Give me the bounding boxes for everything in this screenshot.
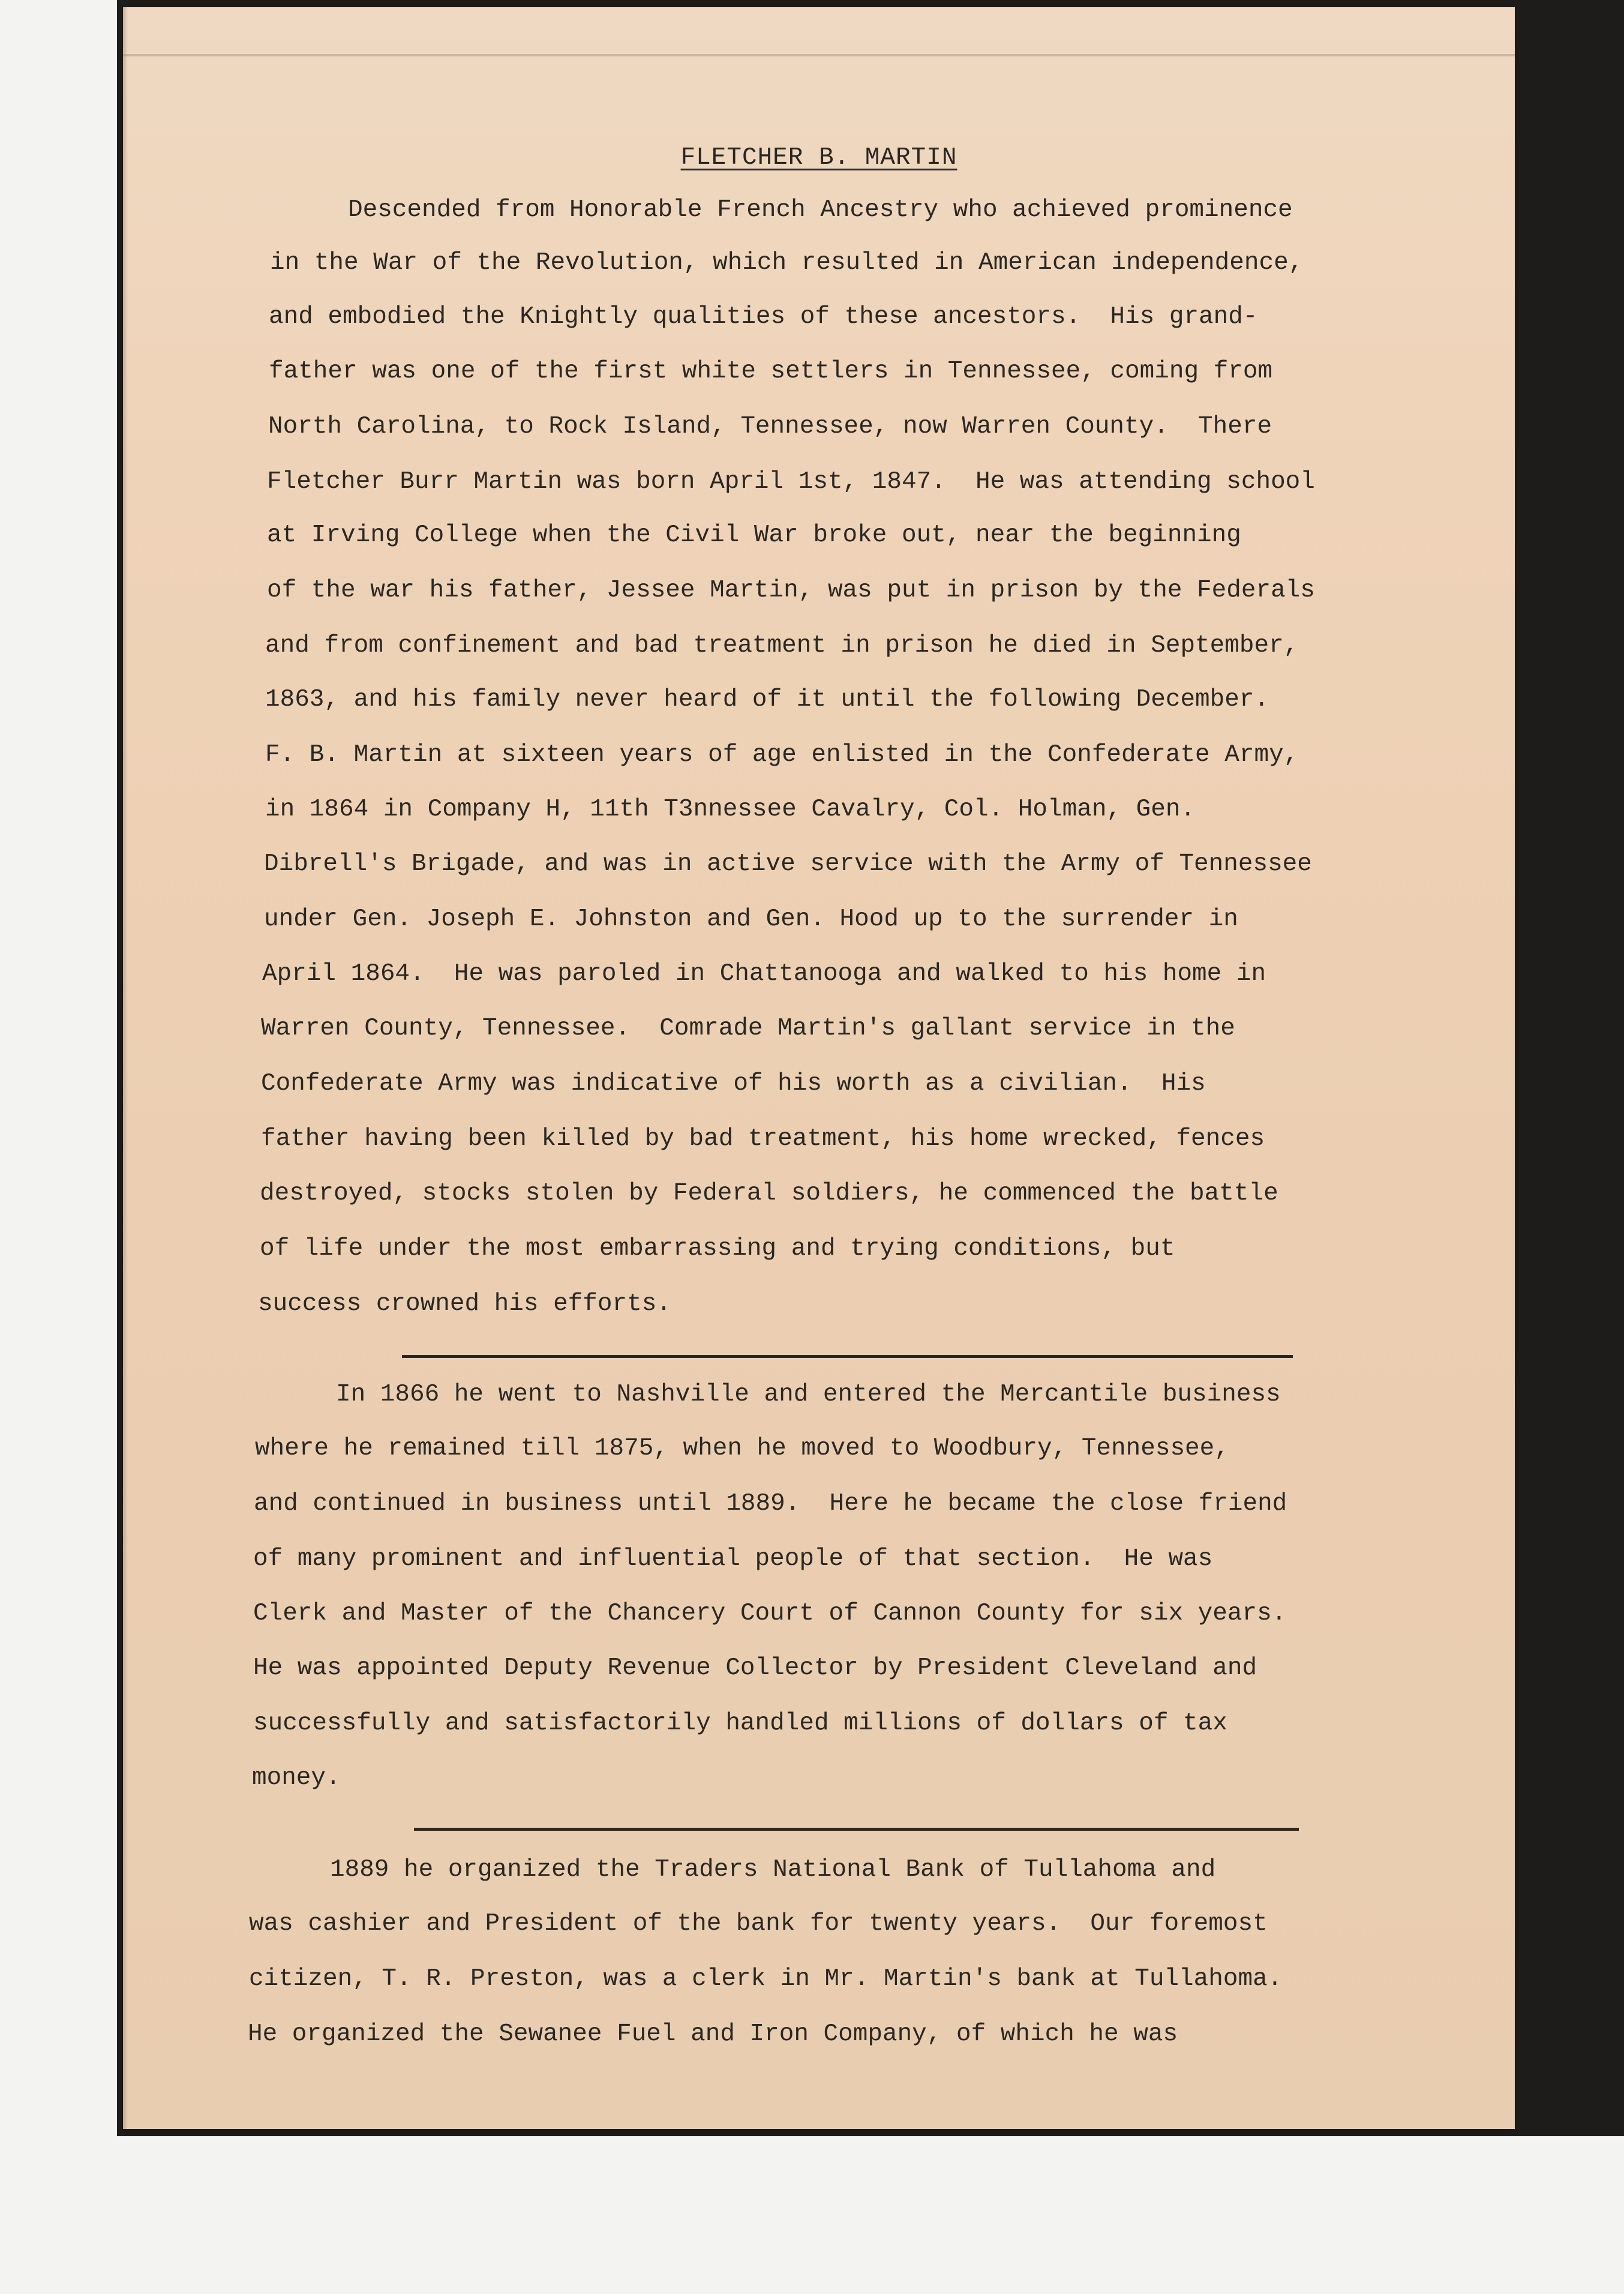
- text-line: He was appointed Deputy Revenue Collector by President Cleveland and: [253, 1654, 1257, 1682]
- text-line: Dibrell's Brigade, and was in active service with the Army of Tennessee: [264, 850, 1312, 878]
- text-line: in 1864 in Company H, 11th T3nnessee Cavalry, Col. Holman, Gen.: [265, 796, 1196, 823]
- text-line: destroyed, stocks stolen by Federal soldiers, he commenced the battle: [260, 1180, 1278, 1207]
- text-line: F. B. Martin at sixteen years of age enlisted in the Confederate Army,: [265, 741, 1299, 769]
- text-line: where he remained till 1875, when he moved to Woodbury, Tennessee,: [255, 1435, 1229, 1462]
- text-line: of life under the most embarrassing and trying conditions, but: [260, 1235, 1175, 1263]
- document-body: [123, 7, 1515, 2129]
- section-divider: [402, 1355, 1293, 1358]
- text-line: and continued in business until 1889. Here he became the close friend: [254, 1490, 1287, 1518]
- text-line: and from confinement and bad treatment in prison he died in September,: [265, 632, 1299, 659]
- text-line: North Carolina, to Rock Island, Tennessee, now Warren County. There: [268, 413, 1272, 440]
- page-title: FLETCHER B. MARTIN: [680, 144, 957, 172]
- text-line: at Irving College when the Civil War broke out, near the beginning: [267, 521, 1241, 549]
- text-line: success crowned his efforts.: [258, 1290, 671, 1318]
- text-line: and embodied the Knightly qualities of these ancestors. His grand-: [269, 303, 1258, 331]
- text-line: of the war his father, Jessee Martin, was put in prison by the Federals: [267, 577, 1315, 604]
- text-line: father having been killed by bad treatment, his home wrecked, fences: [261, 1125, 1265, 1153]
- text-line: father was one of the first white settlers in Tennessee, coming from: [269, 358, 1273, 385]
- text-line: was cashier and President of the bank for twenty years. Our foremost: [249, 1910, 1268, 1938]
- text-line: Fletcher Burr Martin was born April 1st, 1847. He was attending school: [267, 468, 1315, 496]
- text-line: successfully and satisfactorily handled millions of dollars of tax: [253, 1710, 1227, 1737]
- text-line: He organized the Sewanee Fuel and Iron Company, of which he was: [248, 2020, 1178, 2048]
- text-line: Descended from Honorable French Ancestry who achieved prominence: [348, 196, 1293, 224]
- typed-page: [123, 7, 1515, 2129]
- text-line: money.: [252, 1764, 341, 1792]
- text-line: 1889 he organized the Traders National Bank of Tullahoma and: [330, 1856, 1216, 1884]
- text-line: under Gen. Joseph E. Johnston and Gen. Hood up to the surrender in: [264, 905, 1238, 933]
- text-line: April 1864. He was paroled in Chattanooga and walked to his home in: [262, 960, 1266, 988]
- text-line: citizen, T. R. Preston, was a clerk in Mr. Martin's bank at Tullahoma.: [249, 1965, 1283, 1993]
- section-divider: [414, 1828, 1299, 1831]
- text-line: Warren County, Tennessee. Comrade Martin's gallant service in the: [261, 1015, 1235, 1042]
- text-line: in the War of the Revolution, which resulted in American independence,: [270, 249, 1304, 277]
- text-line: Clerk and Master of the Chancery Court of Cannon County for six years.: [253, 1600, 1287, 1627]
- text-line: In 1866 he went to Nashville and entered the Mercantile business: [336, 1381, 1281, 1408]
- text-line: 1863, and his family never heard of it until the following December.: [265, 686, 1269, 713]
- text-line: Confederate Army was indicative of his worth as a civilian. His: [261, 1070, 1206, 1097]
- text-line: of many prominent and influential people of that section. He was: [253, 1545, 1213, 1573]
